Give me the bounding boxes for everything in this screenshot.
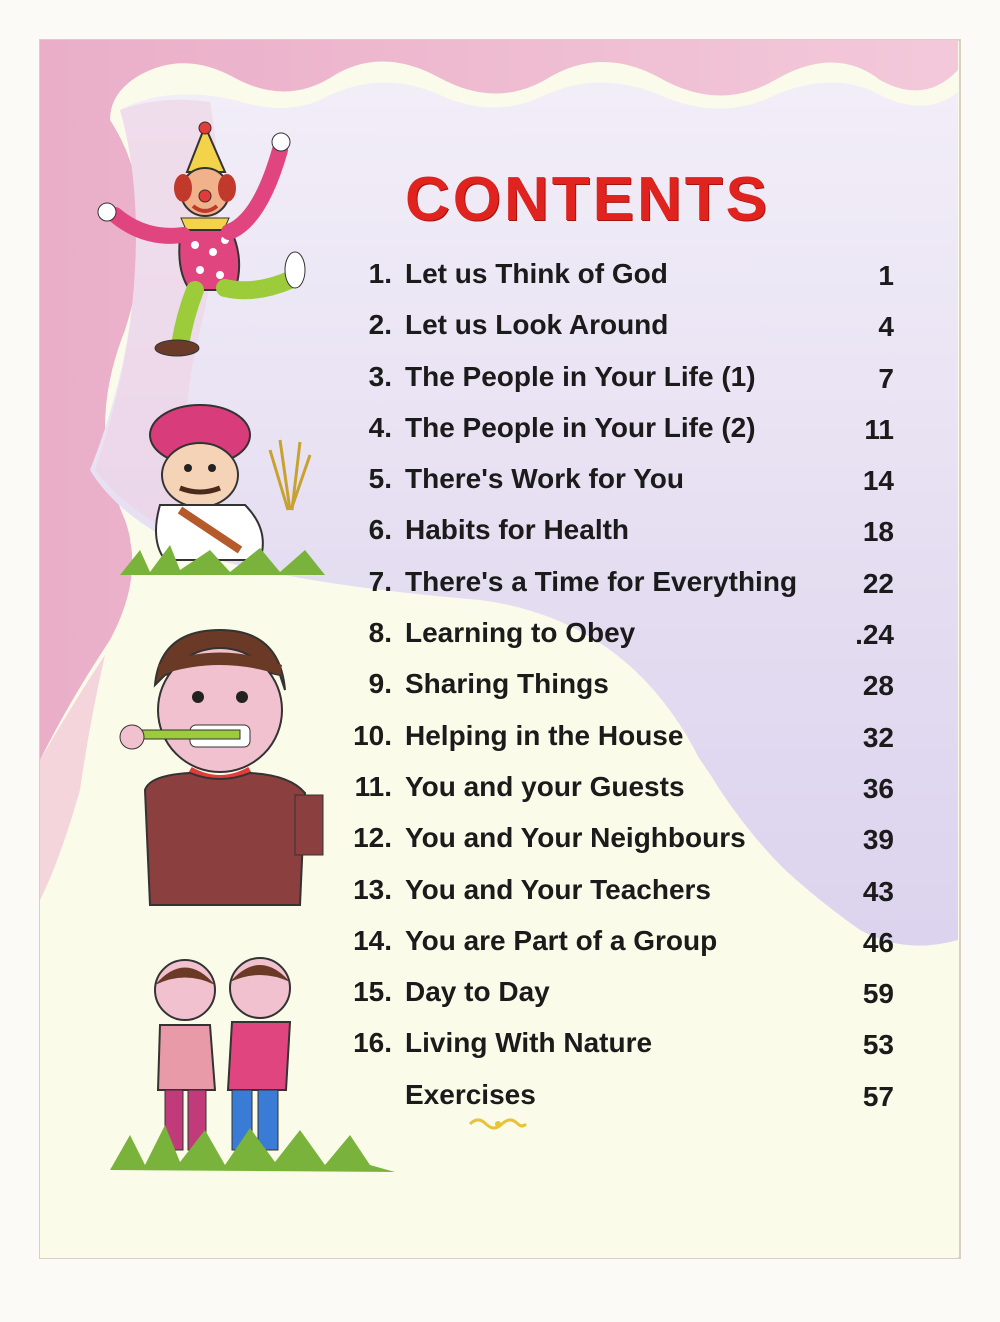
toc-entry-page: 39 <box>862 824 894 856</box>
toc-entry <box>338 355 908 406</box>
toc-entry-title: Helping in the House <box>405 719 684 751</box>
toc-entry <box>338 970 908 1021</box>
toc-entry-title: The People in Your Life (1) <box>405 360 756 392</box>
toc-entry <box>338 765 908 816</box>
toc-entry-number: 14. <box>353 924 392 956</box>
toc-entry-page: 28 <box>862 670 894 702</box>
toc-entry <box>338 662 908 713</box>
toc-entry <box>338 303 908 354</box>
toc-entry-page: 36 <box>862 772 894 804</box>
toc-entry <box>338 508 908 559</box>
toc-entry-title: Day to Day <box>405 976 550 1008</box>
toc-entry-number: 3. <box>368 360 392 392</box>
toc-entry-title: You and your Guests <box>405 770 685 802</box>
toc-entry-page: 46 <box>862 926 894 958</box>
toc-entry-number: 12. <box>353 822 392 854</box>
toc-entry-title: Let us Look Around <box>405 309 669 341</box>
toc-entry <box>338 1021 908 1072</box>
toc-entry <box>338 560 908 611</box>
toc-entry-page: 32 <box>862 721 894 753</box>
toc-entry-number: 15. <box>353 976 392 1008</box>
toc-entry <box>338 816 908 867</box>
toc-entry-title: You and Your Neighbours <box>405 822 746 854</box>
page-title: CONTENTS <box>405 165 770 234</box>
toc-entry-number: 7. <box>368 565 392 597</box>
toc-entry-number: 6. <box>368 514 392 546</box>
toc-entry-page: 7 <box>878 362 894 394</box>
toc-entry-number: 10. <box>353 719 392 751</box>
toc-entry-number: 1. <box>368 258 392 289</box>
toc-entry <box>338 714 908 765</box>
toc-entry-page: 22 <box>862 567 894 599</box>
toc-entry-title: There's a Time for Everything <box>405 565 798 597</box>
toc-entry-page: 59 <box>862 978 894 1010</box>
toc-entry-title: Exercises <box>405 1078 536 1110</box>
toc-entry-number: 8. <box>368 617 392 649</box>
toc-entry-page: 43 <box>862 875 894 907</box>
toc-entry-number: 5. <box>368 463 392 495</box>
toc-entry-number: 9. <box>368 668 392 700</box>
toc-entry-number: 16. <box>353 1027 392 1059</box>
toc-entry <box>338 252 908 303</box>
toc-entry-title: Living With Nature <box>405 1027 653 1059</box>
toc-entry <box>338 919 908 970</box>
toc-entry-number: 13. <box>353 873 392 905</box>
clown-illustration <box>85 120 325 360</box>
toc-entry-title: You and Your Teachers <box>405 873 712 905</box>
toc-entry-page: 4 <box>878 311 894 343</box>
toc-entry-page: .24 <box>855 619 894 651</box>
toc-entry-page: 18 <box>862 516 894 548</box>
ornament-icon <box>468 1116 528 1132</box>
toc-entry <box>338 406 908 457</box>
toc-entry-title: You are Part of a Group <box>405 924 718 956</box>
toc-entry <box>338 611 908 662</box>
boy-brushing-teeth-illustration <box>110 615 330 915</box>
toc-entry-title: Learning to Obey <box>405 617 636 649</box>
farmer-illustration <box>120 400 330 580</box>
toc-entry <box>338 457 908 508</box>
toc-entry-number: 2. <box>368 309 392 341</box>
toc-entry-number: 11. <box>354 770 392 802</box>
toc-entry-page: 11 <box>864 413 894 445</box>
toc-entry-title: There's Work for You <box>405 463 684 495</box>
table-of-contents <box>338 252 908 1124</box>
toc-entry-title: Habits for Health <box>405 514 630 546</box>
toc-entry-page: 57 <box>862 1080 894 1112</box>
toc-entry <box>338 868 908 919</box>
toc-entry-page: 14 <box>862 465 894 497</box>
toc-entry-title: Sharing Things <box>405 668 609 700</box>
toc-entry-number: 4. <box>368 411 392 443</box>
toc-entry-title: The People in Your Life (2) <box>405 411 756 443</box>
toc-entry <box>338 1073 908 1124</box>
toc-entry-page: 1 <box>878 260 894 291</box>
toc-entry-page: 53 <box>862 1029 894 1061</box>
toc-entry-title: Let us Think of God <box>405 258 668 289</box>
